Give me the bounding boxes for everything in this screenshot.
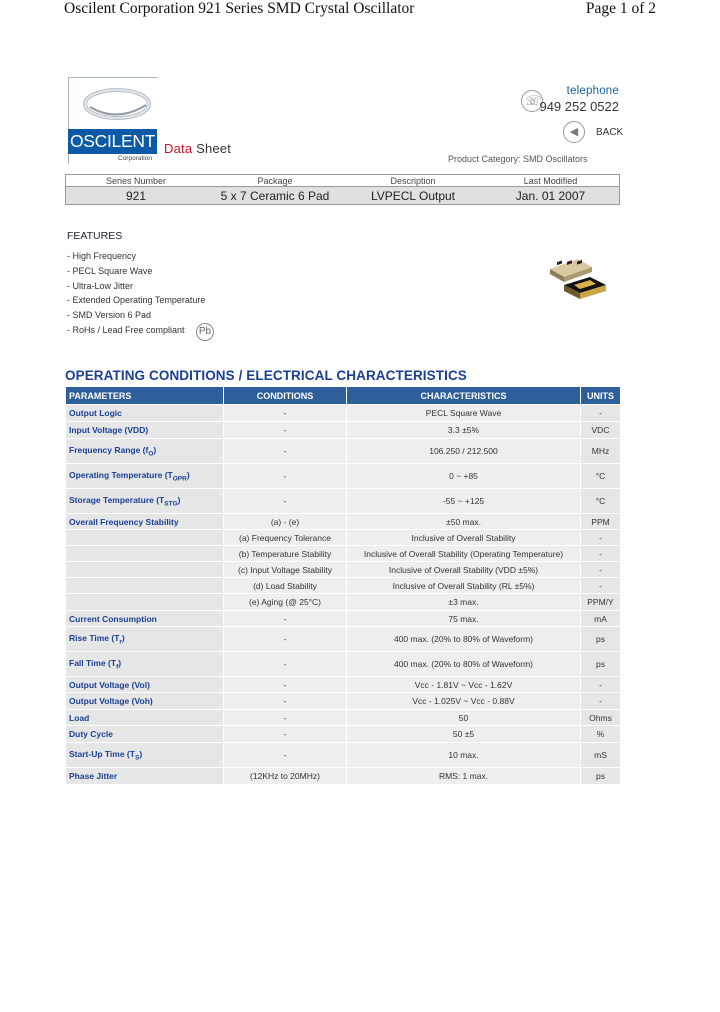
table-row — [66, 743, 621, 768]
parameter-cell: Phase Jitter — [66, 768, 224, 785]
characteristic-cell: Inclusive of Overall Stability — [347, 530, 581, 546]
logo[interactable]: OSCILENT — [68, 129, 157, 154]
phone-icon[interactable]: ☏ — [521, 90, 543, 112]
unit-cell: - — [581, 530, 621, 546]
logo-corporation: Corporation — [118, 155, 152, 162]
unit-cell: mS — [581, 743, 621, 768]
parameter-cell — [66, 439, 224, 464]
parameter-cell — [66, 627, 224, 652]
spec-body — [66, 405, 621, 785]
unit-cell: Ohms — [581, 710, 621, 726]
characteristic-cell: 0 ~ +85 — [347, 464, 581, 489]
spec-table — [65, 386, 621, 785]
table-row — [66, 652, 621, 677]
parameter-cell: Output Logic — [66, 405, 224, 422]
unit-cell: - — [581, 693, 621, 710]
characteristic-cell: 400 max. (20% to 80% of Waveform) — [347, 627, 581, 652]
parameter-cell: Load — [66, 710, 224, 726]
unit-cell: PPM — [581, 514, 621, 530]
condition-cell: (d) Load Stability — [224, 578, 347, 594]
unit-cell: ps — [581, 652, 621, 677]
section-title: OPERATING CONDITIONS / ELECTRICAL CHARACTERISTICS — [65, 368, 467, 383]
parameter-label: Operating Temperature (T — [69, 469, 173, 480]
parameter-subscript: STG — [164, 500, 178, 508]
data-label: Data — [164, 141, 193, 156]
parameter-close: ) — [153, 444, 157, 455]
characteristic-cell: 50 — [347, 710, 581, 726]
data-sheet-title — [164, 141, 231, 156]
sheet-label: Sheet — [196, 141, 232, 156]
summary-value-row — [66, 187, 620, 205]
parameter-cell — [66, 743, 224, 768]
feature-item: - SMD Version 6 Pad — [67, 310, 152, 321]
table-row — [66, 405, 621, 422]
parameter-label: Start-Up Time (T — [69, 748, 135, 759]
table-row — [66, 578, 621, 594]
parameter-cell — [66, 578, 224, 594]
table-row — [66, 464, 621, 489]
parameter-subscript: r — [119, 638, 122, 646]
table-row — [66, 768, 621, 785]
product-category: Product Category: SMD Oscillators — [448, 154, 588, 164]
unit-cell: ps — [581, 768, 621, 785]
parameter-label: Fall Time (T — [69, 657, 117, 668]
header-units: UNITS — [581, 387, 621, 405]
table-row — [66, 530, 621, 546]
page-number: Page 1 of 2 — [585, 0, 656, 17]
characteristic-cell: PECL Square Wave — [347, 405, 581, 422]
condition-cell: - — [224, 422, 347, 439]
parameter-subscript: OPR — [172, 475, 187, 483]
summary-value: 5 x 7 Ceramic 6 Pad — [206, 187, 344, 205]
table-row — [66, 422, 621, 439]
feature-item: - PECL Square Wave — [67, 265, 153, 276]
summary-table — [65, 174, 620, 205]
header-characteristics: CHARACTERISTICS — [347, 387, 581, 405]
characteristic-cell: Inclusive of Overall Stability (Operating Temperature) — [347, 546, 581, 562]
summary-value: LVPECL Output — [344, 187, 482, 205]
telephone-number[interactable]: 949 252 0522 — [539, 99, 619, 114]
characteristic-cell: RMS: 1 max. — [347, 768, 581, 785]
condition-cell: (e) Aging (@ 25°C) — [224, 594, 347, 611]
summary-header: Package — [206, 175, 344, 187]
condition-cell: - — [224, 726, 347, 743]
unit-cell: mA — [581, 611, 621, 627]
parameter-cell: Output Voltage (Voh) — [66, 693, 224, 710]
condition-cell: - — [224, 652, 347, 677]
table-row — [66, 677, 621, 693]
parameter-close: ) — [139, 748, 143, 759]
characteristic-cell: 50 ±5 — [347, 726, 581, 743]
summary-value: 921 — [66, 187, 207, 205]
logo-ring-icon — [82, 87, 152, 121]
unit-cell: PPM/Y — [581, 594, 621, 611]
table-row — [66, 562, 621, 578]
condition-cell: (b) Temperature Stability — [224, 546, 347, 562]
unit-cell: MHz — [581, 439, 621, 464]
summary-value: Jan. 01 2007 — [482, 187, 620, 205]
parameter-cell: Overall Frequency Stability — [66, 514, 224, 530]
unit-cell: - — [581, 546, 621, 562]
characteristic-cell: Vcc - 1.025V ~ Vcc - 0.88V — [347, 693, 581, 710]
condition-cell: (a) Frequency Tolerance — [224, 530, 347, 546]
condition-cell: (12KHz to 20MHz) — [224, 768, 347, 785]
table-row — [66, 546, 621, 562]
unit-cell: °C — [581, 489, 621, 514]
unit-cell: - — [581, 677, 621, 693]
summary-header-row — [66, 175, 620, 187]
parameter-cell — [66, 464, 224, 489]
table-row — [66, 594, 621, 611]
unit-cell: VDC — [581, 422, 621, 439]
condition-cell: - — [224, 710, 347, 726]
parameter-subscript: S — [134, 754, 140, 762]
parameter-cell — [66, 530, 224, 546]
summary-header: Series Number — [66, 175, 207, 187]
parameter-close: ) — [186, 469, 190, 480]
feature-item: - Extended Operating Temperature — [67, 295, 206, 306]
condition-cell: - — [224, 693, 347, 710]
unit-cell: °C — [581, 464, 621, 489]
condition-cell: - — [224, 627, 347, 652]
parameter-cell — [66, 489, 224, 514]
spec-header-row — [66, 387, 621, 405]
parameter-cell: Output Voltage (Vol) — [66, 677, 224, 693]
feature-item: - High Frequency — [67, 251, 137, 261]
characteristic-cell: ±3 max. — [347, 594, 581, 611]
parameter-cell: Duty Cycle — [66, 726, 224, 743]
summary-header: Last Modified — [482, 175, 620, 187]
table-row — [66, 489, 621, 514]
parameter-close: ) — [177, 494, 181, 505]
characteristic-cell: Vcc - 1.81V ~ Vcc - 1.62V — [347, 677, 581, 693]
table-row — [66, 611, 621, 627]
table-row — [66, 627, 621, 652]
parameter-subscript: f — [116, 663, 119, 671]
condition-cell: - — [224, 464, 347, 489]
characteristic-cell: 10 max. — [347, 743, 581, 768]
unit-cell: - — [581, 562, 621, 578]
back-arrow-icon[interactable]: ◀ — [563, 121, 585, 143]
parameter-close: ) — [118, 657, 122, 668]
parameter-cell: Input Voltage (VDD) — [66, 422, 224, 439]
feature-item: - Ultra-Low Jitter — [67, 280, 134, 291]
unit-cell: - — [581, 405, 621, 422]
header-parameters: PARAMETERS — [66, 387, 224, 405]
characteristic-cell: ±50 max. — [347, 514, 581, 530]
characteristic-cell: 75 max. — [347, 611, 581, 627]
characteristic-cell: 3.3 ±5% — [347, 422, 581, 439]
summary-header: Description — [344, 175, 482, 187]
telephone-label: telephone — [566, 85, 619, 97]
characteristic-cell: -55 ~ +125 — [347, 489, 581, 514]
condition-cell: - — [224, 489, 347, 514]
parameter-cell — [66, 562, 224, 578]
condition-cell: - — [224, 611, 347, 627]
parameter-cell — [66, 546, 224, 562]
characteristic-cell: Inclusive of Overall Stability (VDD ±5%) — [347, 562, 581, 578]
table-row — [66, 693, 621, 710]
condition-cell: (c) Input Voltage Stability — [224, 562, 347, 578]
unit-cell: ps — [581, 627, 621, 652]
parameter-close: ) — [121, 632, 125, 643]
condition-cell: (a) - (e) — [224, 514, 347, 530]
features-title: FEATURES — [67, 230, 123, 242]
condition-cell: - — [224, 677, 347, 693]
back-button[interactable]: BACK — [596, 127, 624, 138]
table-row — [66, 439, 621, 464]
condition-cell: - — [224, 405, 347, 422]
condition-cell: - — [224, 439, 347, 464]
parameter-subscript: O — [148, 450, 154, 458]
characteristic-cell: 400 max. (20% to 80% of Waveform) — [347, 652, 581, 677]
parameter-label: Rise Time (T — [69, 632, 120, 643]
feature-item: - RoHs / Lead Free compliant — [67, 324, 185, 335]
document-title: Oscilent Corporation 921 Series SMD Crystal Oscillator — [64, 0, 415, 17]
header-conditions: CONDITIONS — [224, 387, 347, 405]
condition-cell: - — [224, 743, 347, 768]
lead-free-icon: Pb — [196, 323, 214, 341]
unit-cell: - — [581, 578, 621, 594]
parameter-cell — [66, 594, 224, 611]
features-list — [67, 249, 205, 338]
parameter-cell: Current Consumption — [66, 611, 224, 627]
parameter-label: Storage Temperature (T — [69, 494, 165, 505]
parameter-cell — [66, 652, 224, 677]
table-row — [66, 710, 621, 726]
table-row — [66, 514, 621, 530]
characteristic-cell: Inclusive of Overall Stability (RL ±5%) — [347, 578, 581, 594]
table-row — [66, 726, 621, 743]
oscillator-chip-image — [548, 255, 608, 305]
characteristic-cell: 106.250 / 212.500 — [347, 439, 581, 464]
unit-cell: % — [581, 726, 621, 743]
parameter-label: Frequency Range (f — [69, 444, 149, 455]
